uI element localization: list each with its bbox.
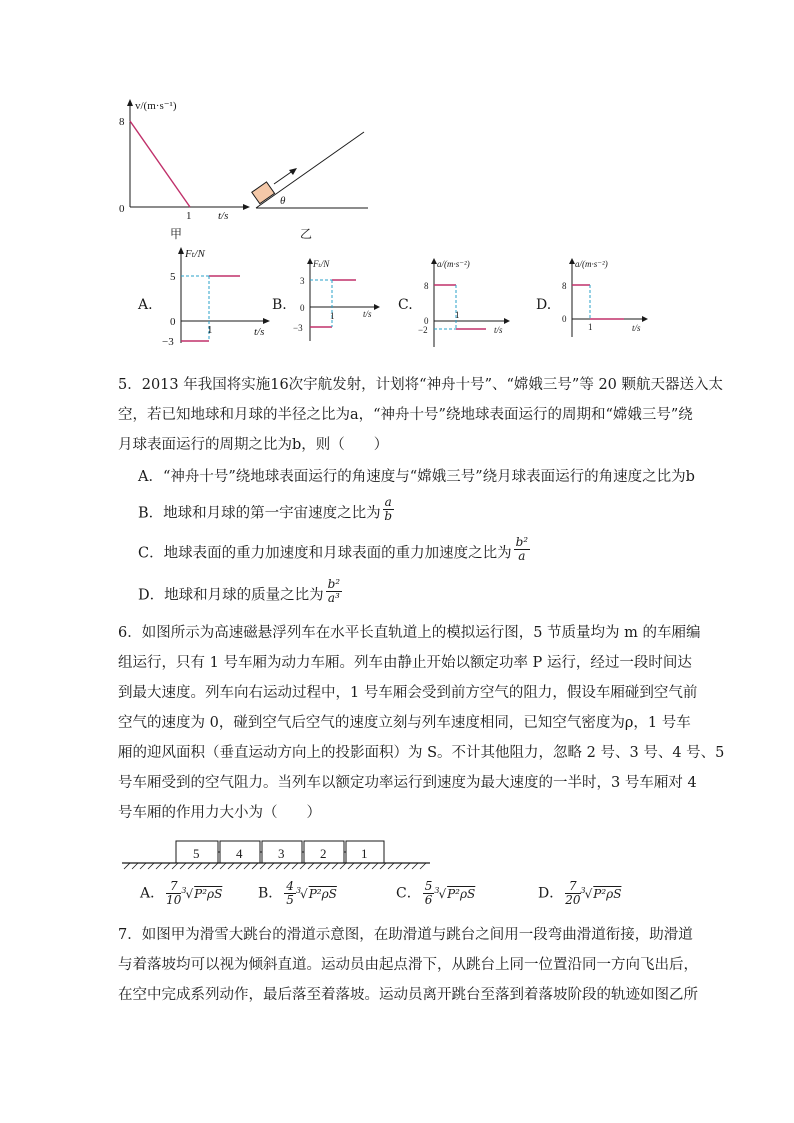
- option-b-graph: [290, 255, 382, 345]
- option-b-x-label: t/s: [363, 309, 372, 319]
- q6-option-d-letter: D．: [538, 885, 564, 902]
- q6-line-3: 到最大速度。列车向右运动过程中，1 号车厢会受到前方空气的阻力，假设车厢碰到空气前: [118, 685, 698, 701]
- option-c-y-label: a/(m·s⁻²): [437, 259, 470, 269]
- q5-line-2: 空，若已知地球和月球的半径之比为a，“神舟十号”绕地球表面运行的周期和“嫦娥三号”绕: [118, 407, 693, 423]
- car-1-label: 1: [361, 846, 368, 861]
- q6-option-c-den: 6: [424, 893, 433, 907]
- option-c-tick-0: 0: [424, 316, 429, 326]
- q6-line-5: 厢的迎风面积（垂直运动方向上的投影面积）为 S。不计其他阻力，忽略 2 号、3 号、4 号、5: [118, 745, 725, 761]
- option-d-y-label: a/(m·s⁻²): [575, 259, 608, 269]
- x-axis-label: t/s: [218, 210, 229, 222]
- car-4-label: 4: [236, 846, 243, 861]
- q6-option-b-num: 4: [286, 879, 294, 893]
- q6-option-b-radicand: P²ρS: [308, 886, 337, 901]
- q6-option-c-index: 3: [434, 885, 440, 895]
- option-a-tick-1: 1: [207, 324, 213, 336]
- origin-label: 0: [119, 203, 125, 215]
- velocity-line: [130, 121, 190, 207]
- car-3-label: 3: [278, 846, 285, 861]
- incline-diagram: [248, 120, 370, 242]
- track-hatching: [124, 863, 426, 869]
- q6-option-c-letter: C．: [396, 885, 421, 902]
- q6-option-d-num: 7: [565, 880, 580, 894]
- option-d-graph: [552, 255, 652, 340]
- car-2-label: 2: [320, 846, 327, 861]
- q6-option-c-radicand: P²ρS: [447, 886, 476, 901]
- option-c-tick-1: 1: [455, 310, 460, 320]
- y-tick-8: 8: [119, 116, 125, 128]
- option-b-tick-0: 0: [300, 303, 305, 313]
- q5-line-3: 月球表面运行的周期之比为b，则（ ）: [118, 437, 389, 453]
- q7-line-1: 7．如图甲为滑雪大跳台的滑道示意图，在助滑道与跳台之间用一段弯曲滑道衔接，助滑道: [118, 927, 693, 943]
- option-a-x-label: t/s: [254, 326, 265, 338]
- q6-line-7: 号车厢的作用力大小为（ ）: [118, 805, 321, 821]
- option-d-letter: D.: [536, 297, 552, 313]
- q7-line-2: 与着落坡均可以视为倾斜直道。运动员由起点滑下，从跳台上同一位置沿同一方向飞出后，: [118, 957, 698, 973]
- q6-option-b: B． $\frac{4}{5}$ $^3$√P²ρS: [258, 879, 337, 907]
- option-d-tick-1: 1: [588, 322, 593, 332]
- q5-option-d-den: a³: [327, 591, 340, 605]
- q5-option-c-text: C．地球表面的重力加速度和月球表面的重力加速度之比为: [138, 545, 512, 562]
- option-d-x-label: t/s: [632, 323, 641, 333]
- q5-option-a: A．“神舟十号”绕地球表面运行的角速度与“嫦娥三号”绕月球表面运行的角速度之比为b: [138, 469, 695, 485]
- option-c-tick-neg2: −2: [418, 325, 428, 335]
- q5-option-b: [138, 495, 394, 523]
- angle-label: θ: [280, 195, 286, 207]
- y-axis-label: v/(m·s⁻¹): [135, 100, 177, 112]
- option-a-y-label: Fₜ/N: [185, 248, 205, 260]
- q6-option-d-radicand: P²ρS: [593, 886, 622, 901]
- option-b-tick-3: 3: [300, 276, 305, 286]
- q6-option-d-den: 20: [565, 893, 581, 907]
- caption-yi: 乙: [300, 227, 313, 241]
- train-diagram: [120, 836, 432, 876]
- q5-option-b-num: a: [384, 495, 392, 509]
- option-d-tick-8: 8: [562, 281, 567, 291]
- q6-line-4: 空气的速度为 0，碰到空气后空气的速度立刻与列车速度相同，已知空气密度为ρ，1 号车: [118, 715, 691, 731]
- option-a-tick-neg3: −3: [162, 336, 174, 348]
- q6-option-a: A． $\frac{7}{10}$ $^3$√P²ρS: [140, 879, 223, 907]
- q6-line-6: 号车厢受到的空气阻力。当列车以额定功率运行到速度为最大速度的一半时，3 号车厢对 4: [118, 775, 697, 791]
- option-a-graph: [160, 243, 272, 353]
- q5-option-d-text: D．地球和月球的质量之比为: [138, 587, 324, 604]
- q6-line-1: 6．如图所示为高速磁悬浮列车在水平长直轨道上的模拟运行图，5 节质量均为 m 的车厢编: [118, 625, 701, 641]
- q6-option-a-index: 3: [181, 885, 187, 895]
- q6-option-a-den: 10: [166, 893, 182, 907]
- q6-option-a-letter: A．: [140, 885, 165, 902]
- car-5-label: 5: [193, 846, 200, 861]
- q6-option-c: C． $\frac{5}{6}$ $^3$√P²ρS: [396, 879, 476, 907]
- q6-option-b-letter: B．: [258, 885, 283, 902]
- q5-option-b-text: B．地球和月球的第一宇宙速度之比为: [138, 505, 381, 522]
- q6-option-d: D． $\frac{7}{20}$ $^3$√P²ρS: [538, 879, 622, 907]
- q6-line-2: 组运行，只有 1 号车厢为动力车厢。列车由静止开始以额定功率 P 运行，经过一段时间达: [118, 655, 692, 671]
- option-b-tick-1: 1: [330, 311, 335, 321]
- q5-option-c-den: a: [518, 549, 526, 563]
- option-b-letter: B.: [272, 297, 287, 313]
- q7-line-3: 在空中完成系列动作，最后落至着落坡。运动员离开跳台至落到着落坡阶段的轨迹如图乙所: [118, 987, 698, 1003]
- option-a-tick-0: 0: [170, 316, 176, 328]
- velocity-time-graph: [110, 95, 250, 240]
- option-b-y-label: Fₜ/N: [313, 259, 330, 269]
- option-d-tick-0: 0: [562, 314, 567, 324]
- option-a-tick-5: 5: [170, 271, 176, 283]
- x-tick-1: 1: [186, 210, 192, 222]
- option-c-graph: [412, 255, 512, 350]
- option-c-letter: C.: [398, 297, 413, 313]
- q5-option-c-num: b²: [515, 535, 529, 549]
- q5-option-b-den: b: [384, 509, 393, 523]
- block: [252, 182, 275, 204]
- q6-option-b-den: 5: [286, 893, 294, 907]
- option-b-tick-neg3: −3: [293, 323, 303, 333]
- q6-option-d-index: 3: [580, 885, 586, 895]
- q5-option-c: [138, 535, 530, 563]
- q6-option-a-radicand: P²ρS: [194, 886, 223, 901]
- option-a-letter: A.: [138, 297, 153, 313]
- option-c-tick-8: 8: [424, 281, 429, 291]
- q5-line-1: 5．2013 年我国将实施16次宇航发射，计划将“神舟十号”、“嫦娥三号”等 20 颗航天器送入太: [118, 377, 724, 393]
- q5-option-d: [138, 577, 342, 605]
- option-c-x-label: t/s: [494, 325, 503, 335]
- q5-option-d-num: b²: [327, 577, 341, 591]
- caption-jia: 甲: [170, 227, 183, 240]
- q6-option-c-num: 5: [424, 879, 433, 893]
- q6-option-b-index: 3: [295, 885, 302, 895]
- q6-option-a-num: 7: [166, 880, 181, 894]
